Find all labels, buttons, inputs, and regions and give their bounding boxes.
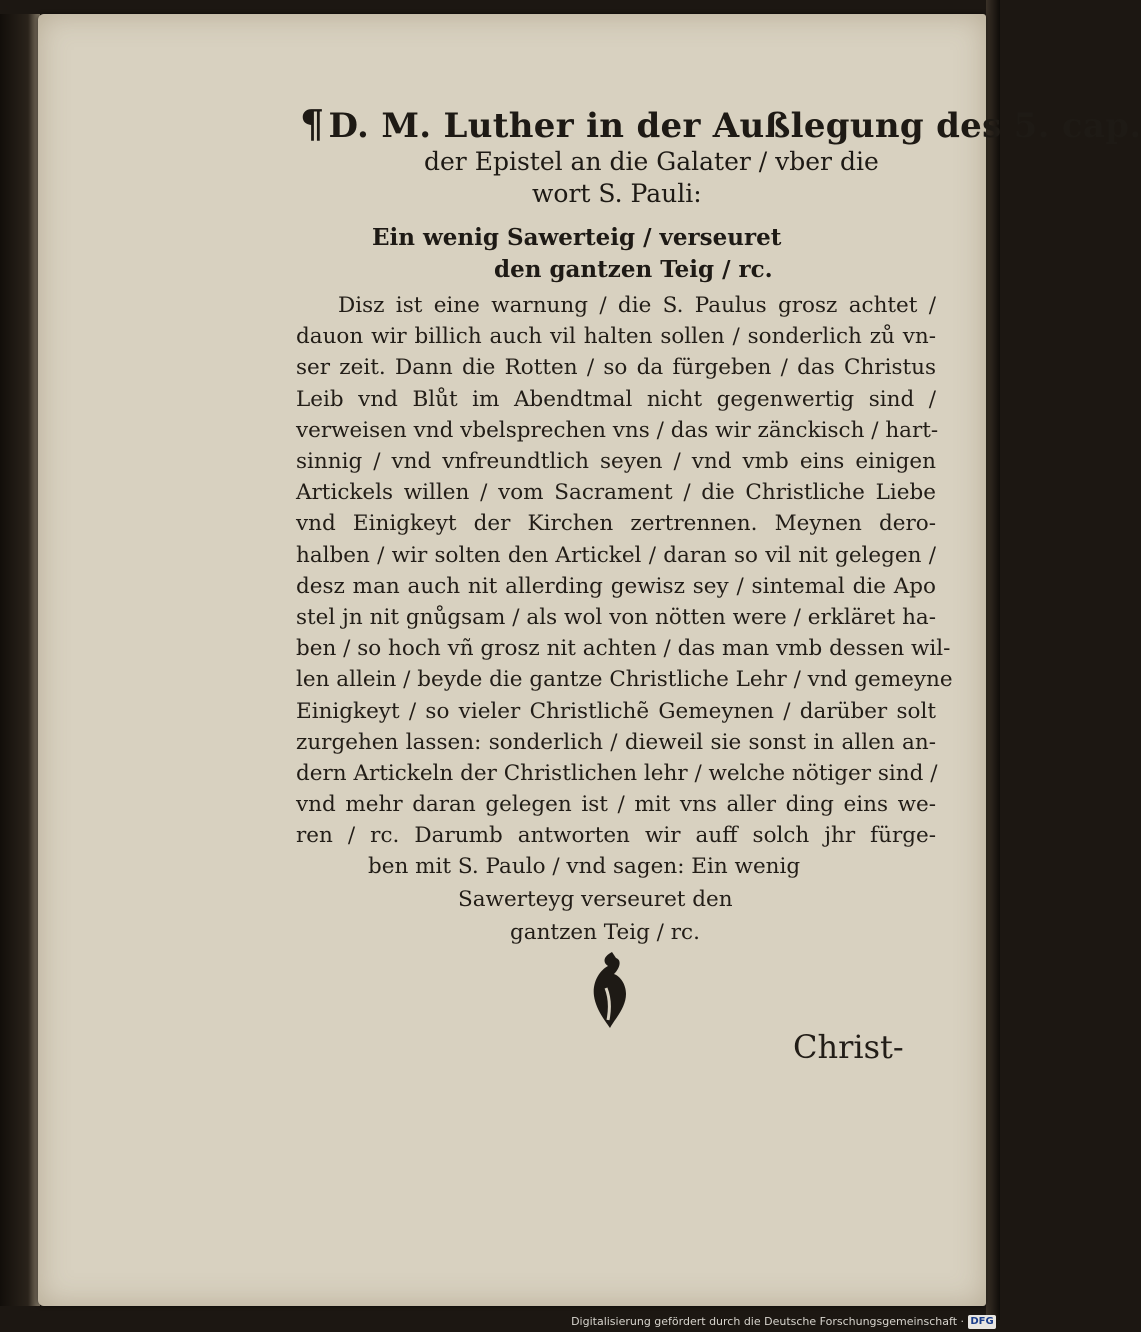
body-line: Artickels willen / vom Sacrament / die Christliche Liebe <box>296 480 936 506</box>
closing-line-1: ben mit S. Paulo / vnd sagen: Ein wenig <box>368 854 801 879</box>
digitization-credit: Digitalisierung gefördert durch die Deutsche Forschungsgemeinschaft · <box>571 1315 964 1328</box>
body-line: ben / so hoch vñ grosz nit achten / das man vmb dessen wil- <box>296 636 951 662</box>
body-line: halben / wir solten den Artickel / daran so vil nit gelegen / <box>296 542 936 568</box>
closing-line-2: Sawerteyg verseuret den <box>458 887 733 912</box>
body-paragraph <box>296 290 953 852</box>
motto-line-1: Ein wenig Sawerteig / verseuret <box>372 224 782 251</box>
heading-line-1 <box>300 101 1141 146</box>
body-line: dern Artickeln der Christlichen lehr / welche nötiger sind / <box>296 761 938 787</box>
heading-line-2: der Epistel an die Galater / vber die <box>424 147 879 176</box>
motto-quote <box>372 222 872 286</box>
ornament-leaf-icon <box>580 948 640 1032</box>
body-line: stel jn nit gnůgsam / als wol von nötten were / erkläret ha- <box>296 605 936 631</box>
body-line: zurgehen lassen: sonderlich / dieweil sie sonst in allen an- <box>296 729 936 755</box>
pilcrow-icon: ¶ <box>300 101 325 146</box>
heading-line-1-text: D. M. Luther in der Außlegung des 5. cap. <box>328 106 1141 146</box>
body-line: vnd mehr daran gelegen ist / mit vns aller ding eins we- <box>296 792 936 818</box>
catchword: Christ- <box>793 1028 904 1066</box>
dfg-logo: DFG <box>968 1315 996 1329</box>
body-line: dauon wir billich auch vil halten sollen / sonderlich zů vn- <box>296 324 936 350</box>
body-line: ser zeit. Dann die Rotten / so da fürgeben / das Christus <box>296 355 936 381</box>
body-line: Leib vnd Blůt im Abendtmal nicht gegenwertig sind / <box>296 386 936 412</box>
heading-line-3: wort S. Pauli: <box>532 179 702 208</box>
book-spine <box>0 14 40 1306</box>
body-line: desz man auch nit allerding gewisz sey / sintemal die Apo <box>296 573 936 599</box>
page-edge <box>986 0 1000 1320</box>
body-line: Einigkeyt / so vieler Christlichẽ Gemeynen / darüber solt <box>296 698 936 724</box>
body-line: Disz ist eine warnung / die S. Paulus grosz achtet / <box>338 293 936 318</box>
body-line: ren / rc. Darumb antworten wir auff solch jhr fürge- <box>296 823 936 849</box>
motto-line-2: den gantzen Teig / rc. <box>494 256 773 283</box>
body-line: len allein / beyde die gantze Christliche Lehr / vnd gemeyne <box>296 667 953 693</box>
closing-line-3: gantzen Teig / rc. <box>510 920 700 945</box>
body-line: vnd Einigkeyt der Kirchen zertrennen. Meynen dero- <box>296 511 936 537</box>
body-line: sinnig / vnd vnfreundtlich seyen / vnd vmb eins einigen <box>296 449 936 475</box>
body-line: verweisen vnd vbelsprechen vns / das wir zänckisch / hart- <box>296 417 939 443</box>
page-heading <box>300 101 1141 210</box>
